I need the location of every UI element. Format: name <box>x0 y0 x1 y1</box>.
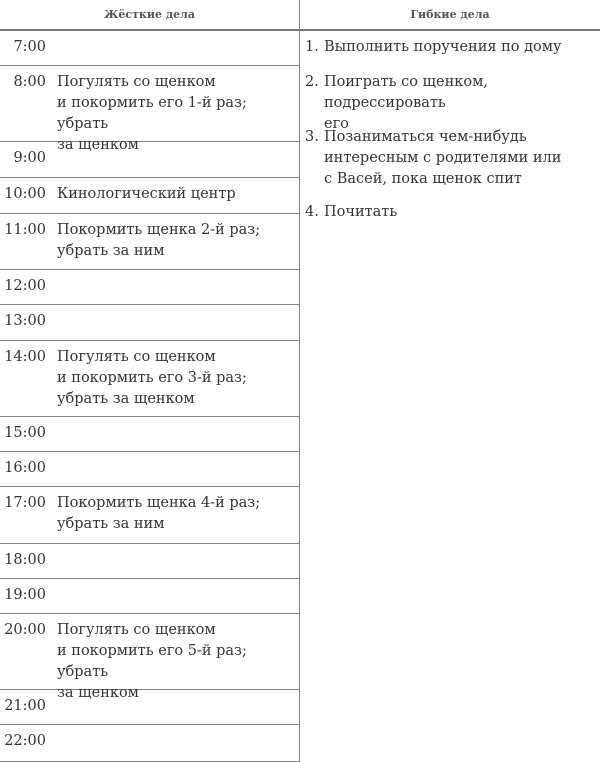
time-label: 21:00 <box>4 698 46 714</box>
time-slot-row <box>0 544 299 579</box>
time-slot-row <box>0 66 299 153</box>
flexible-task-text <box>324 37 589 58</box>
time-label: 10:00 <box>4 186 46 202</box>
time-label: 15:00 <box>4 425 46 441</box>
time-slot-row <box>0 142 299 178</box>
time-slot-row <box>0 417 299 452</box>
time-slot-row <box>0 690 299 725</box>
hard-task-line: Кинологический центр <box>57 186 236 202</box>
hard-task-text <box>57 347 295 410</box>
time-slot-row <box>0 178 299 214</box>
hard-task-line: Покормить щенка 2-й раз; <box>57 222 261 238</box>
hard-task-line: Погулять со щенком <box>57 349 216 365</box>
hard-schedule-table <box>0 31 299 762</box>
list-number: 2. <box>305 74 319 90</box>
list-number: 4. <box>305 204 319 220</box>
time-label: 20:00 <box>4 622 46 638</box>
time-slot-row <box>0 725 299 762</box>
time-slot-row <box>0 31 299 66</box>
time-label: 7:00 <box>13 39 46 55</box>
time-slot-row <box>0 487 299 544</box>
time-label: 14:00 <box>4 349 46 365</box>
flexible-task-line: его <box>324 116 349 132</box>
flexible-task-line: интересным с родителями или <box>324 150 562 166</box>
flexible-task-line: Выполнить поручения по дому <box>324 39 562 55</box>
hard-task-line: за щенком <box>57 685 139 701</box>
time-label: 18:00 <box>4 552 46 568</box>
hard-task-line: убрать за щенком <box>57 391 195 407</box>
flexible-task-line: с Васей, пока щенок спит <box>324 171 522 187</box>
hard-task-text <box>57 184 295 205</box>
time-label: 9:00 <box>13 150 46 166</box>
time-label: 11:00 <box>4 222 46 238</box>
time-label: 16:00 <box>4 460 46 476</box>
hard-task-line: и покормить его 5-й раз; убрать <box>57 643 247 680</box>
time-slot-row <box>0 452 299 487</box>
column-divider <box>299 0 300 762</box>
hard-task-line: убрать за ним <box>57 516 165 532</box>
flexible-task-line: Почитать <box>324 204 398 220</box>
time-slot-row <box>0 614 299 701</box>
flexible-task-text <box>324 202 589 223</box>
time-slot-row <box>0 270 299 305</box>
hard-tasks-header: Жёсткие дела <box>103 8 196 21</box>
hard-task-line: убрать за ним <box>57 243 165 259</box>
time-label: 19:00 <box>4 587 46 603</box>
time-slot-row <box>0 579 299 614</box>
hard-task-line: и покормить его 1-й раз; убрать <box>57 95 247 132</box>
flexible-task-line: Поиграть со щенком, подрессировать <box>324 74 488 111</box>
hard-task-text <box>57 493 295 535</box>
flexible-task-text <box>324 127 589 190</box>
time-label: 22:00 <box>4 733 46 749</box>
list-number: 3. <box>305 129 319 145</box>
hard-task-line: и покормить его 3-й раз; <box>57 370 247 386</box>
time-label: 17:00 <box>4 495 46 511</box>
hard-task-line: Погулять со щенком <box>57 622 216 638</box>
flexible-task-text <box>324 72 589 135</box>
flexible-task-line: Позаниматься чем-нибудь <box>324 129 527 145</box>
hard-task-line: Погулять со щенком <box>57 74 216 90</box>
hard-task-line: за щенком <box>57 137 139 153</box>
time-label: 8:00 <box>13 74 46 90</box>
hard-task-line: Покормить щенка 4-й раз; <box>57 495 261 511</box>
flexible-tasks-header: Гибкие дела <box>410 8 490 21</box>
time-slot-row <box>0 305 299 341</box>
hard-task-text <box>57 220 295 262</box>
time-label: 13:00 <box>4 313 46 329</box>
time-label: 12:00 <box>4 278 46 294</box>
time-slot-row <box>0 341 299 417</box>
schedule-header <box>0 0 600 31</box>
list-number: 1. <box>305 39 319 55</box>
time-slot-row <box>0 214 299 270</box>
